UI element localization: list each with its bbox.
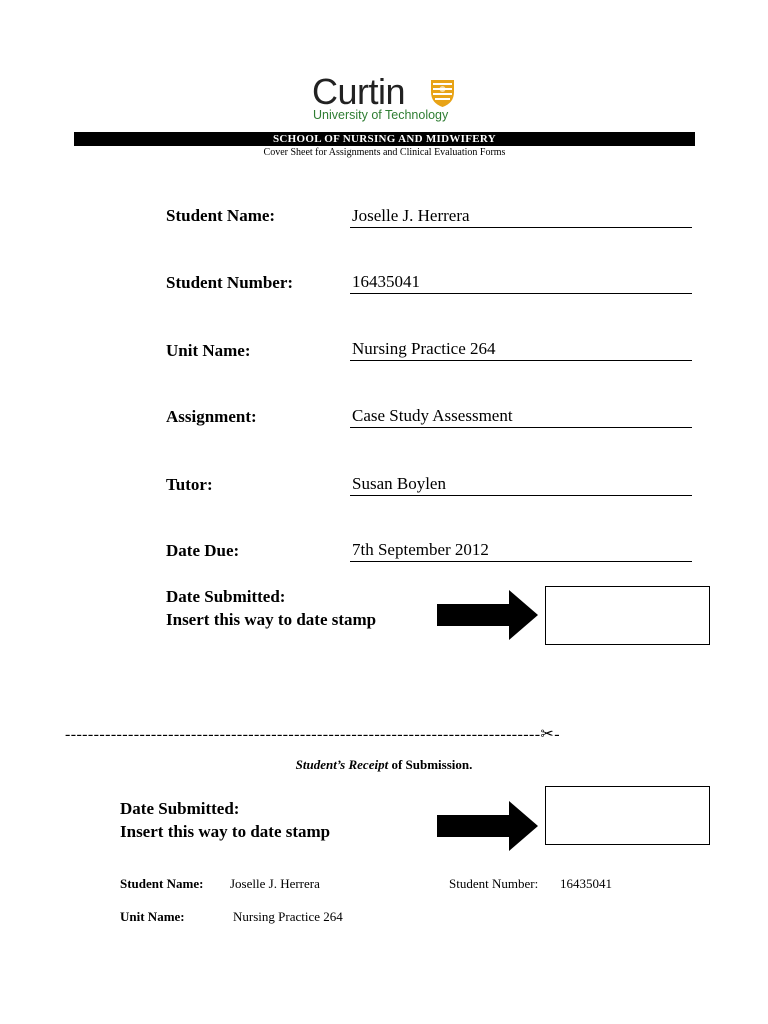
receipt-title — [0, 756, 768, 774]
unit-name-field[interactable]: Nursing Practice 264 — [350, 339, 692, 361]
date-due-field[interactable]: 7th September 2012 — [350, 540, 692, 562]
receipt-arrow-right-icon — [437, 801, 539, 851]
receipt-unit-name-value: Nursing Practice 264 — [233, 909, 343, 924]
student-number-label: Student Number: — [166, 273, 294, 292]
curtin-logo-text: Curtin — [312, 71, 406, 112]
receipt-student-name-label: Student Name: — [120, 876, 204, 891]
date-stamp-box[interactable] — [545, 586, 710, 645]
receipt-unit-name-label: Unit Name: — [120, 909, 185, 924]
date-due-label: Date Due: — [166, 541, 240, 560]
receipt-title-italic: Student’s Receipt — [295, 757, 389, 772]
date-submitted-label: Date Submitted: — [166, 587, 286, 606]
school-header-bar: SCHOOL OF NURSING AND MIDWIFERY — [74, 132, 695, 146]
university-subtitle: University of Technology — [313, 108, 449, 122]
assignment-label: Assignment: — [166, 407, 257, 426]
receipt-title-rest: of Submission. — [388, 757, 473, 772]
receipt-student-name-value: Joselle J. Herrera — [230, 876, 320, 891]
receipt-student-number-value: 16435041 — [560, 876, 612, 891]
unit-name-label: Unit Name: — [166, 341, 251, 360]
receipt-date-stamp-instruction: Insert this way to date stamp — [120, 822, 331, 841]
date-stamp-instruction: Insert this way to date stamp — [166, 610, 377, 629]
student-number-field[interactable]: 16435041 — [350, 272, 692, 294]
student-name-label: Student Name: — [166, 206, 276, 225]
cover-sheet-subtitle: Cover Sheet for Assignments and Clinical Evaluation Forms — [263, 147, 506, 158]
tutor-label: Tutor: — [166, 475, 213, 494]
arrow-right-icon — [437, 590, 539, 640]
receipt-date-submitted-label: Date Submitted: — [120, 799, 240, 818]
student-name-field[interactable]: Joselle J. Herrera — [350, 206, 692, 228]
curtin-crest-icon — [429, 78, 456, 108]
tutor-field[interactable]: Susan Boylen — [350, 474, 692, 496]
cut-line: -----------------------------------------------------------------------------------✂- — [65, 726, 560, 743]
receipt-student-number-label: Student Number: — [449, 876, 539, 891]
assignment-field[interactable]: Case Study Assessment — [350, 406, 692, 428]
receipt-date-stamp-box[interactable] — [545, 786, 710, 845]
